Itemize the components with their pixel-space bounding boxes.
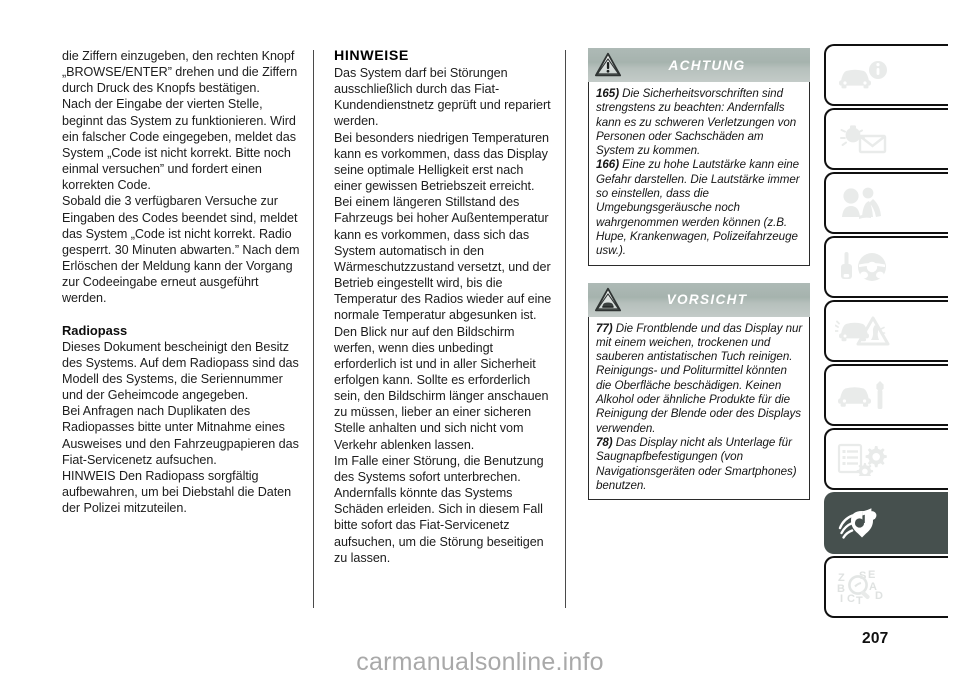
sidebar-item-emergency[interactable] (824, 300, 948, 362)
warning-block-achtung (588, 48, 810, 266)
car-maintenance-icon (835, 378, 891, 412)
car-info-icon (835, 58, 891, 92)
page-number: 207 (862, 630, 889, 647)
paragraph: Im Falle einer Störung, die Benutzung des Systems sofort unterbrechen. Andernfalls könnte das Systems Schäden erleiden. Sich in diesem Fall bitte sofort das Fiat-Servicenetz aufsuchen, um die Störung beseitigen zu lassen. (334, 453, 544, 565)
svg-text:E: E (868, 570, 876, 581)
sidebar-item-car-info[interactable] (824, 44, 948, 106)
paragraph: die Ziffern einzugeben, den rechten Knopf „BROWSE/ENTER” drehen und die Ziffern durch Druck des Knopfs bestätigen. (62, 49, 298, 96)
column-one (62, 48, 314, 608)
warning-item (596, 322, 803, 436)
warning-title: VORSICHT (666, 292, 748, 308)
paragraph: Dieses Dokument bescheinigt den Besitz des Systems. Auf dem Radiopass sind das Modell des Systems, die Seriennummer und der Geheimcode angegeben. (62, 339, 299, 403)
key-steering-wheel-icon (835, 250, 891, 284)
sidebar-item-maintenance[interactable] (824, 364, 948, 426)
warning-ref: 165) (596, 87, 620, 100)
warning-text: Das Display nicht als Unterlage für Saugnapfbefestigungen (von Navigationsgeräten oder Smartphones) benutzen. (596, 435, 797, 492)
warning-triangle-icon (594, 52, 622, 78)
warning-header (588, 283, 810, 317)
sidebar-item-dashboard-lights[interactable] (824, 108, 948, 170)
paragraph: Bei Anfragen nach Duplikaten des Radiopasses bitte unter Mitnahme eines Ausweises und den Fahrzeugpapieren das Fiat-Servicenetz aufsuchen. (62, 404, 299, 467)
dashboard-lights-mail-icon (835, 122, 891, 156)
paragraph: Das System darf bei Störungen ausschließlich durch das Fiat-Kundendienstnetz geprüft und repariert werden. (334, 66, 551, 129)
warning-body (588, 82, 810, 266)
paragraph: Den Blick nur auf den Bildschirm werfen, wenn dies unbedingt erforderlich ist und in aller Sicherheit erfolgen kann. Sollte es erforderlich sein, den Bildschirm länger anschauen zu müssen, lieber an einer sicheren Stelle anhalten und sich nicht vom Verkehr ablenken lassen. (334, 324, 549, 452)
watermark: carmanualsonline.info (356, 648, 604, 676)
paragraph: Bei einem längeren Stillstand des Fahrzeugs bei hoher Außentemperatur kann es vorkommen, dass sich das System automatisch in den Wärmeschutzzustand versetzt, und der Betrieb eingestellt wird, bis die Temperatur des Radios wieder auf eine normale Temperatur abgesunken ist. (334, 195, 552, 323)
svg-text:D: D (875, 590, 883, 602)
warning-block-vorsicht (588, 283, 810, 501)
sidebar-item-specifications[interactable] (824, 428, 948, 490)
subheading-radiopass: Radiopass (62, 322, 128, 338)
warning-ref: 77) (596, 321, 613, 335)
note-paragraph: HINWEIS Den Radiopass sorgfältig aufbewahren, um bei Diebstahl die Daten der Polizei mitzuteilen. (62, 468, 292, 516)
sidebar-item-passenger-safety[interactable] (824, 172, 948, 234)
warning-title: ACHTUNG (668, 57, 746, 73)
sidebar-item-driving[interactable] (824, 236, 948, 298)
sidebar-item-multimedia[interactable] (824, 492, 948, 554)
warning-ref: 78) (596, 435, 613, 449)
warning-item (596, 87, 803, 158)
svg-text:A: A (869, 581, 877, 593)
specifications-gear-icon (835, 442, 891, 476)
svg-text:I: I (840, 593, 844, 604)
svg-text:S: S (859, 570, 867, 582)
warning-text: Die Frontblende und das Display nur mit einem weichen, trockenen und sauberen antistatischen Tuch reinigen. Reinigungs- und Politurmittel könnten die Oberfläche beschädigen. Keinen Alkohol oder ähnliche Produkte für die Reinigung der Blende oder des Displays verwenden. (596, 321, 803, 435)
emergency-warning-icon (835, 314, 891, 348)
svg-text:B: B (837, 583, 845, 595)
paragraph: Nach der Eingabe der vierten Stelle, beginnt das System zu funktionieren. Wird ein falscher Code eingegeben, meldet das System „Code ist nicht korrekt. Bitte noch einmal versuchen” und fordert einen korrekten Code. (62, 97, 296, 193)
caution-car-triangle-icon (594, 287, 622, 313)
svg-text:T: T (856, 595, 863, 604)
sidebar-item-index[interactable] (824, 556, 948, 618)
text-columns (62, 48, 810, 608)
passenger-safety-icon (835, 186, 891, 220)
warning-ref: 166) (596, 158, 620, 172)
section-heading-hinweise: HINWEISE (334, 48, 409, 64)
warning-item (596, 436, 803, 493)
alphabetical-index-icon (835, 570, 891, 604)
warning-header (588, 48, 810, 82)
svg-text:C: C (847, 593, 855, 604)
paragraph: Sobald die 3 verfügbaren Versuche zur Eingaben des Codes beendet sind, meldet das System „Code ist nicht korrekt. Radio gesperrt. 30 Minuten abwarten.” Nach dem Erlöschen der Meldung kann der Vorgang zur Codeeingabe erneut ausgeführt werden. (62, 194, 300, 306)
warning-text: Eine zu hohe Lautstärke kann eine Gefahr darstellen. Die Lautstärke immer so einstellen, dass die Umgebungsgeräusche noch wahrgenommen werden können (z.B. Hupe, Krankenwagen, Polizeifahrzeuge usw.). (596, 158, 800, 258)
warning-text: Die Sicherheitsvorschriften sind strengstens zu beachten: Andernfalls kann es zu schweren Verletzungen von Personen oder Sachschäden am System zu kommen. (596, 87, 797, 158)
warning-item (596, 158, 803, 258)
chapter-tab-rail (824, 44, 948, 616)
warning-body (588, 317, 810, 501)
column-two (314, 48, 566, 608)
svg-text:Z: Z (838, 572, 845, 584)
paragraph: Bei besonders niedrigen Temperaturen kann es vorkommen, dass das Display seine optimale Helligkeit erst nach einer gewissen Betriebszeit erreicht. (334, 130, 549, 194)
multimedia-radio-icon (835, 506, 891, 540)
column-three (566, 48, 810, 608)
